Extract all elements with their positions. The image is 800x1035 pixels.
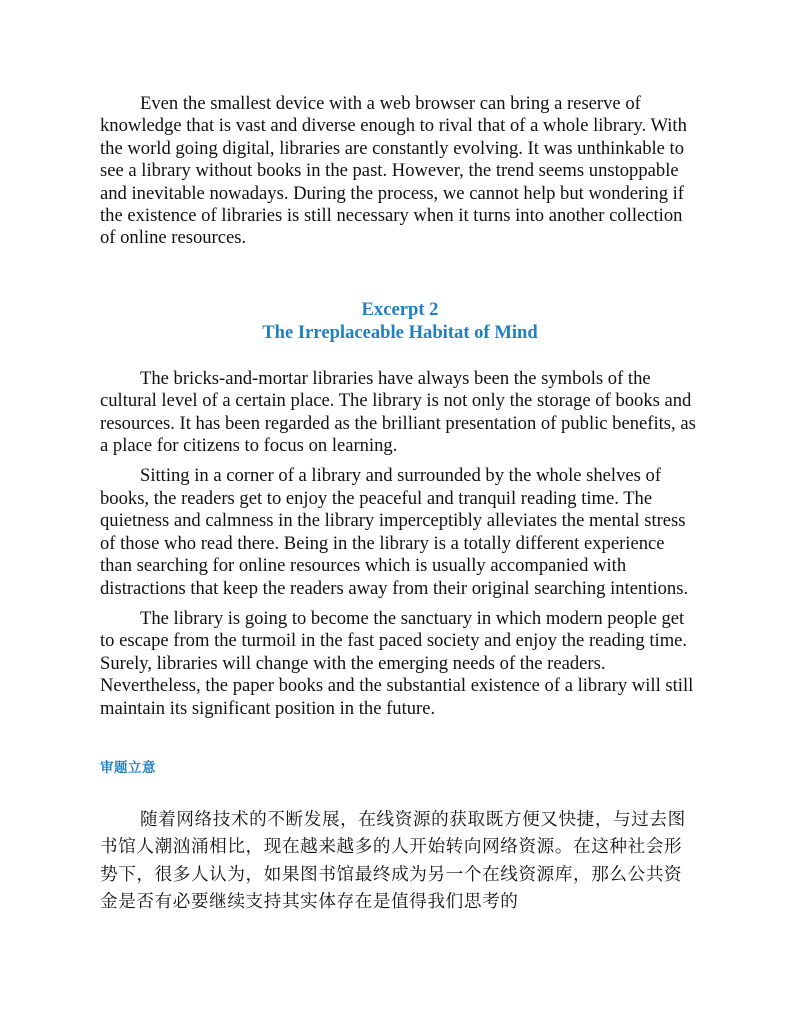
excerpt2-title: The Irreplaceable Habitat of Mind bbox=[262, 321, 538, 343]
document-page bbox=[100, 93, 700, 917]
excerpt2-label: Excerpt 2 bbox=[361, 298, 439, 320]
excerpt1-paragraph: Even the smallest device with a web browser can bring a reserve of knowledge that is vast and diverse enough to rival that of a whole library. With the world going digital, libraries are constantly evolving. It was unthinkable to see a library without books in the past. However, the trend seems unstoppable and inevitable nowadays. During the process, we cannot help but wondering if the existence of libraries is still necessary when it turns into another collection of online resources. bbox=[100, 93, 687, 249]
analysis-paragraph: 随着网络技术的不断发展，在线资源的获取既方便又快捷，与过去图书馆人潮汹涌相比，现在越来越多的人开始转向网络资源。在这种社会形势下，很多人认为，如果图书馆最终成为另一个在线资源库，那么公共资金是否有必要继续支持其实体存在是值得我们思考的 bbox=[100, 809, 686, 913]
excerpt2-paragraph-2: Sitting in a corner of a library and surrounded by the whole shelves of books, the readers get to enjoy the peaceful and tranquil reading time. The quietness and calmness in the library imperceptibly alleviates the mental stress of those who read there. Being in the library is a totally different experience than searching for online resources which is usually accompanied with distractions that keep the readers away from their original searching intentions. bbox=[100, 465, 689, 599]
excerpt2-paragraph-1: The bricks-and-mortar libraries have always been the symbols of the cultural level of a certain place. The library is not only the storage of books and resources. It has been regarded as the brilliant presentation of public benefits, as a place for citizens to focus on learning. bbox=[100, 367, 696, 457]
excerpt2-paragraph-3: The library is going to become the sanctuary in which modern people get to escape from the turmoil in the fast paced society and enjoy the reading time. Surely, libraries will change with the emerging needs of the readers. Nevertheless, the paper books and the substantial existence of a library will still maintain its significant position in the future. bbox=[100, 607, 694, 719]
analysis-label: 审题立意 bbox=[100, 759, 156, 776]
excerpt2-heading bbox=[100, 298, 700, 344]
